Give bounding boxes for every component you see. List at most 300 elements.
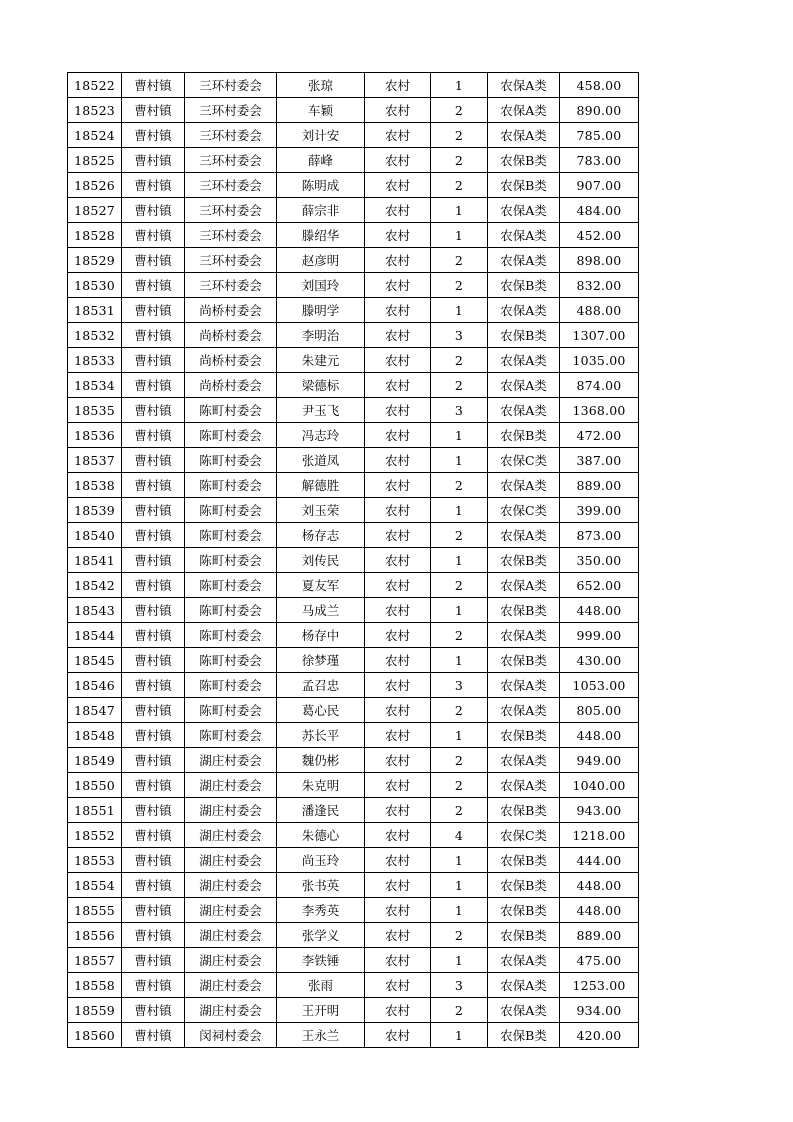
- household-size-cell: 1: [431, 73, 488, 98]
- area-type-cell: 农村: [365, 448, 431, 473]
- insurance-category-cell: 农保B类: [488, 548, 560, 573]
- town-cell: 曹村镇: [122, 548, 185, 573]
- household-size-cell: 3: [431, 323, 488, 348]
- amount-cell: 472.00: [560, 423, 639, 448]
- serial-number-cell: 18542: [68, 573, 122, 598]
- household-size-cell: 2: [431, 98, 488, 123]
- table-row: [68, 848, 639, 873]
- area-type-cell: 农村: [365, 248, 431, 273]
- village-committee-cell: 三环村委会: [185, 148, 277, 173]
- area-type-cell: 农村: [365, 948, 431, 973]
- town-cell: 曹村镇: [122, 798, 185, 823]
- village-committee-cell: 陈町村委会: [185, 648, 277, 673]
- area-type-cell: 农村: [365, 273, 431, 298]
- village-committee-cell: 湖庄村委会: [185, 973, 277, 998]
- household-size-cell: 2: [431, 348, 488, 373]
- person-name-cell: 杨存志: [277, 523, 365, 548]
- area-type-cell: 农村: [365, 998, 431, 1023]
- area-type-cell: 农村: [365, 723, 431, 748]
- person-name-cell: 李明治: [277, 323, 365, 348]
- village-committee-cell: 三环村委会: [185, 123, 277, 148]
- person-name-cell: 尹玉飞: [277, 398, 365, 423]
- serial-number-cell: 18539: [68, 498, 122, 523]
- serial-number-cell: 18549: [68, 748, 122, 773]
- household-size-cell: 2: [431, 623, 488, 648]
- insurance-category-cell: 农保A类: [488, 123, 560, 148]
- serial-number-cell: 18535: [68, 398, 122, 423]
- town-cell: 曹村镇: [122, 523, 185, 548]
- serial-number-cell: 18533: [68, 348, 122, 373]
- area-type-cell: 农村: [365, 898, 431, 923]
- insurance-category-cell: 农保A类: [488, 73, 560, 98]
- village-committee-cell: 陈町村委会: [185, 423, 277, 448]
- table-row: [68, 573, 639, 598]
- table-row: [68, 923, 639, 948]
- serial-number-cell: 18543: [68, 598, 122, 623]
- amount-cell: 832.00: [560, 273, 639, 298]
- insurance-category-cell: 农保B类: [488, 1023, 560, 1048]
- household-size-cell: 1: [431, 948, 488, 973]
- town-cell: 曹村镇: [122, 148, 185, 173]
- serial-number-cell: 18527: [68, 198, 122, 223]
- household-size-cell: 1: [431, 873, 488, 898]
- area-type-cell: 农村: [365, 298, 431, 323]
- table-row: [68, 973, 639, 998]
- area-type-cell: 农村: [365, 198, 431, 223]
- amount-cell: 1368.00: [560, 398, 639, 423]
- serial-number-cell: 18556: [68, 923, 122, 948]
- insurance-category-cell: 农保A类: [488, 473, 560, 498]
- amount-cell: 783.00: [560, 148, 639, 173]
- town-cell: 曹村镇: [122, 473, 185, 498]
- household-size-cell: 2: [431, 173, 488, 198]
- table-row: [68, 823, 639, 848]
- area-type-cell: 农村: [365, 848, 431, 873]
- village-committee-cell: 陈町村委会: [185, 598, 277, 623]
- person-name-cell: 薛峰: [277, 148, 365, 173]
- town-cell: 曹村镇: [122, 573, 185, 598]
- amount-cell: 1253.00: [560, 973, 639, 998]
- town-cell: 曹村镇: [122, 298, 185, 323]
- household-size-cell: 2: [431, 148, 488, 173]
- insurance-category-cell: 农保A类: [488, 198, 560, 223]
- serial-number-cell: 18523: [68, 98, 122, 123]
- town-cell: 曹村镇: [122, 648, 185, 673]
- person-name-cell: 朱建元: [277, 348, 365, 373]
- insurance-category-cell: 农保A类: [488, 623, 560, 648]
- household-size-cell: 2: [431, 748, 488, 773]
- table-row: [68, 498, 639, 523]
- amount-cell: 999.00: [560, 623, 639, 648]
- amount-cell: 1040.00: [560, 773, 639, 798]
- serial-number-cell: 18554: [68, 873, 122, 898]
- person-name-cell: 张道凤: [277, 448, 365, 473]
- person-name-cell: 张书英: [277, 873, 365, 898]
- town-cell: 曹村镇: [122, 123, 185, 148]
- household-size-cell: 2: [431, 998, 488, 1023]
- serial-number-cell: 18532: [68, 323, 122, 348]
- area-type-cell: 农村: [365, 748, 431, 773]
- area-type-cell: 农村: [365, 323, 431, 348]
- person-name-cell: 朱德心: [277, 823, 365, 848]
- table-row: [68, 648, 639, 673]
- table-row: [68, 623, 639, 648]
- table-row: [68, 98, 639, 123]
- amount-cell: 934.00: [560, 998, 639, 1023]
- table-row: [68, 173, 639, 198]
- amount-cell: 448.00: [560, 898, 639, 923]
- serial-number-cell: 18545: [68, 648, 122, 673]
- serial-number-cell: 18552: [68, 823, 122, 848]
- household-size-cell: 2: [431, 273, 488, 298]
- amount-cell: 949.00: [560, 748, 639, 773]
- household-size-cell: 1: [431, 298, 488, 323]
- town-cell: 曹村镇: [122, 873, 185, 898]
- village-committee-cell: 陈町村委会: [185, 623, 277, 648]
- town-cell: 曹村镇: [122, 723, 185, 748]
- town-cell: 曹村镇: [122, 698, 185, 723]
- village-committee-cell: 三环村委会: [185, 198, 277, 223]
- amount-cell: 488.00: [560, 298, 639, 323]
- person-name-cell: 刘国玲: [277, 273, 365, 298]
- insurance-category-cell: 农保B类: [488, 923, 560, 948]
- amount-cell: 448.00: [560, 598, 639, 623]
- amount-cell: 475.00: [560, 948, 639, 973]
- person-name-cell: 张琼: [277, 73, 365, 98]
- village-committee-cell: 三环村委会: [185, 223, 277, 248]
- town-cell: 曹村镇: [122, 198, 185, 223]
- amount-cell: 907.00: [560, 173, 639, 198]
- household-size-cell: 1: [431, 223, 488, 248]
- records-table: [67, 72, 639, 1048]
- serial-number-cell: 18551: [68, 798, 122, 823]
- village-committee-cell: 三环村委会: [185, 98, 277, 123]
- records-table-body: [68, 73, 639, 1048]
- insurance-category-cell: 农保C类: [488, 498, 560, 523]
- table-row: [68, 123, 639, 148]
- table-row: [68, 423, 639, 448]
- amount-cell: 448.00: [560, 873, 639, 898]
- village-committee-cell: 陈町村委会: [185, 698, 277, 723]
- amount-cell: 484.00: [560, 198, 639, 223]
- amount-cell: 350.00: [560, 548, 639, 573]
- serial-number-cell: 18546: [68, 673, 122, 698]
- person-name-cell: 刘传民: [277, 548, 365, 573]
- area-type-cell: 农村: [365, 1023, 431, 1048]
- table-row: [68, 798, 639, 823]
- amount-cell: 1053.00: [560, 673, 639, 698]
- town-cell: 曹村镇: [122, 998, 185, 1023]
- table-row: [68, 373, 639, 398]
- household-size-cell: 2: [431, 123, 488, 148]
- person-name-cell: 马成兰: [277, 598, 365, 623]
- town-cell: 曹村镇: [122, 398, 185, 423]
- serial-number-cell: 18526: [68, 173, 122, 198]
- amount-cell: 1035.00: [560, 348, 639, 373]
- town-cell: 曹村镇: [122, 498, 185, 523]
- insurance-category-cell: 农保A类: [488, 973, 560, 998]
- table-row: [68, 198, 639, 223]
- person-name-cell: 车颖: [277, 98, 365, 123]
- person-name-cell: 苏长平: [277, 723, 365, 748]
- town-cell: 曹村镇: [122, 848, 185, 873]
- table-row: [68, 723, 639, 748]
- village-committee-cell: 三环村委会: [185, 73, 277, 98]
- amount-cell: 943.00: [560, 798, 639, 823]
- person-name-cell: 徐梦瑾: [277, 648, 365, 673]
- table-row: [68, 348, 639, 373]
- amount-cell: 444.00: [560, 848, 639, 873]
- amount-cell: 785.00: [560, 123, 639, 148]
- table-row: [68, 223, 639, 248]
- table-row: [68, 548, 639, 573]
- area-type-cell: 农村: [365, 873, 431, 898]
- household-size-cell: 1: [431, 448, 488, 473]
- table-row: [68, 398, 639, 423]
- area-type-cell: 农村: [365, 923, 431, 948]
- town-cell: 曹村镇: [122, 973, 185, 998]
- serial-number-cell: 18558: [68, 973, 122, 998]
- town-cell: 曹村镇: [122, 223, 185, 248]
- household-size-cell: 1: [431, 198, 488, 223]
- serial-number-cell: 18536: [68, 423, 122, 448]
- amount-cell: 889.00: [560, 473, 639, 498]
- area-type-cell: 农村: [365, 373, 431, 398]
- village-committee-cell: 陈町村委会: [185, 398, 277, 423]
- village-committee-cell: 湖庄村委会: [185, 898, 277, 923]
- amount-cell: 874.00: [560, 373, 639, 398]
- person-name-cell: 解德胜: [277, 473, 365, 498]
- person-name-cell: 冯志玲: [277, 423, 365, 448]
- person-name-cell: 杨存中: [277, 623, 365, 648]
- table-row: [68, 748, 639, 773]
- village-committee-cell: 三环村委会: [185, 248, 277, 273]
- table-row: [68, 948, 639, 973]
- village-committee-cell: 陈町村委会: [185, 498, 277, 523]
- insurance-category-cell: 农保B类: [488, 723, 560, 748]
- insurance-category-cell: 农保B类: [488, 323, 560, 348]
- village-committee-cell: 陈町村委会: [185, 723, 277, 748]
- table-row: [68, 898, 639, 923]
- household-size-cell: 3: [431, 973, 488, 998]
- table-row: [68, 698, 639, 723]
- person-name-cell: 尚玉玲: [277, 848, 365, 873]
- town-cell: 曹村镇: [122, 598, 185, 623]
- person-name-cell: 夏友军: [277, 573, 365, 598]
- household-size-cell: 2: [431, 573, 488, 598]
- table-row: [68, 473, 639, 498]
- town-cell: 曹村镇: [122, 748, 185, 773]
- village-committee-cell: 三环村委会: [185, 173, 277, 198]
- household-size-cell: 1: [431, 498, 488, 523]
- insurance-category-cell: 农保A类: [488, 948, 560, 973]
- table-row: [68, 148, 639, 173]
- household-size-cell: 4: [431, 823, 488, 848]
- serial-number-cell: 18547: [68, 698, 122, 723]
- amount-cell: 890.00: [560, 98, 639, 123]
- table-row: [68, 673, 639, 698]
- serial-number-cell: 18555: [68, 898, 122, 923]
- town-cell: 曹村镇: [122, 948, 185, 973]
- insurance-category-cell: 农保B类: [488, 273, 560, 298]
- serial-number-cell: 18550: [68, 773, 122, 798]
- person-name-cell: 魏仍彬: [277, 748, 365, 773]
- insurance-category-cell: 农保A类: [488, 298, 560, 323]
- village-committee-cell: 尚桥村委会: [185, 298, 277, 323]
- area-type-cell: 农村: [365, 673, 431, 698]
- insurance-category-cell: 农保B类: [488, 173, 560, 198]
- area-type-cell: 农村: [365, 348, 431, 373]
- amount-cell: 1218.00: [560, 823, 639, 848]
- household-size-cell: 1: [431, 723, 488, 748]
- serial-number-cell: 18538: [68, 473, 122, 498]
- household-size-cell: 2: [431, 473, 488, 498]
- town-cell: 曹村镇: [122, 1023, 185, 1048]
- village-committee-cell: 尚桥村委会: [185, 323, 277, 348]
- insurance-category-cell: 农保C类: [488, 823, 560, 848]
- person-name-cell: 孟召忠: [277, 673, 365, 698]
- household-size-cell: 2: [431, 248, 488, 273]
- area-type-cell: 农村: [365, 98, 431, 123]
- amount-cell: 889.00: [560, 923, 639, 948]
- person-name-cell: 葛心民: [277, 698, 365, 723]
- table-row: [68, 273, 639, 298]
- amount-cell: 1307.00: [560, 323, 639, 348]
- village-committee-cell: 湖庄村委会: [185, 798, 277, 823]
- village-committee-cell: 湖庄村委会: [185, 873, 277, 898]
- village-committee-cell: 陈町村委会: [185, 673, 277, 698]
- serial-number-cell: 18524: [68, 123, 122, 148]
- person-name-cell: 陈明成: [277, 173, 365, 198]
- person-name-cell: 张学义: [277, 923, 365, 948]
- table-row: [68, 873, 639, 898]
- area-type-cell: 农村: [365, 73, 431, 98]
- household-size-cell: 2: [431, 698, 488, 723]
- insurance-category-cell: 农保B类: [488, 798, 560, 823]
- household-size-cell: 1: [431, 898, 488, 923]
- serial-number-cell: 18525: [68, 148, 122, 173]
- amount-cell: 873.00: [560, 523, 639, 548]
- serial-number-cell: 18528: [68, 223, 122, 248]
- table-row: [68, 323, 639, 348]
- insurance-category-cell: 农保B类: [488, 898, 560, 923]
- table-row: [68, 523, 639, 548]
- insurance-category-cell: 农保A类: [488, 98, 560, 123]
- insurance-category-cell: 农保A类: [488, 248, 560, 273]
- person-name-cell: 刘玉荣: [277, 498, 365, 523]
- village-committee-cell: 陈町村委会: [185, 573, 277, 598]
- village-committee-cell: 湖庄村委会: [185, 773, 277, 798]
- area-type-cell: 农村: [365, 548, 431, 573]
- area-type-cell: 农村: [365, 498, 431, 523]
- amount-cell: 652.00: [560, 573, 639, 598]
- area-type-cell: 农村: [365, 823, 431, 848]
- amount-cell: 898.00: [560, 248, 639, 273]
- serial-number-cell: 18530: [68, 273, 122, 298]
- serial-number-cell: 18544: [68, 623, 122, 648]
- serial-number-cell: 18529: [68, 248, 122, 273]
- serial-number-cell: 18553: [68, 848, 122, 873]
- area-type-cell: 农村: [365, 973, 431, 998]
- table-row: [68, 248, 639, 273]
- area-type-cell: 农村: [365, 423, 431, 448]
- household-size-cell: 2: [431, 773, 488, 798]
- area-type-cell: 农村: [365, 473, 431, 498]
- insurance-category-cell: 农保A类: [488, 773, 560, 798]
- table-row: [68, 298, 639, 323]
- table-row: [68, 773, 639, 798]
- village-committee-cell: 尚桥村委会: [185, 373, 277, 398]
- serial-number-cell: 18560: [68, 1023, 122, 1048]
- village-committee-cell: 三环村委会: [185, 273, 277, 298]
- town-cell: 曹村镇: [122, 923, 185, 948]
- area-type-cell: 农村: [365, 598, 431, 623]
- town-cell: 曹村镇: [122, 248, 185, 273]
- town-cell: 曹村镇: [122, 623, 185, 648]
- amount-cell: 420.00: [560, 1023, 639, 1048]
- insurance-category-cell: 农保A类: [488, 348, 560, 373]
- household-size-cell: 2: [431, 923, 488, 948]
- insurance-category-cell: 农保A类: [488, 573, 560, 598]
- household-size-cell: 1: [431, 548, 488, 573]
- amount-cell: 430.00: [560, 648, 639, 673]
- village-committee-cell: 陈町村委会: [185, 473, 277, 498]
- person-name-cell: 梁德标: [277, 373, 365, 398]
- insurance-category-cell: 农保A类: [488, 398, 560, 423]
- person-name-cell: 赵彦明: [277, 248, 365, 273]
- town-cell: 曹村镇: [122, 323, 185, 348]
- insurance-category-cell: 农保B类: [488, 873, 560, 898]
- insurance-category-cell: 农保C类: [488, 448, 560, 473]
- area-type-cell: 农村: [365, 798, 431, 823]
- village-committee-cell: 陈町村委会: [185, 448, 277, 473]
- village-committee-cell: 闵祠村委会: [185, 1023, 277, 1048]
- insurance-category-cell: 农保A类: [488, 998, 560, 1023]
- town-cell: 曹村镇: [122, 98, 185, 123]
- household-size-cell: 1: [431, 423, 488, 448]
- amount-cell: 452.00: [560, 223, 639, 248]
- insurance-category-cell: 农保B类: [488, 848, 560, 873]
- area-type-cell: 农村: [365, 523, 431, 548]
- household-size-cell: 1: [431, 648, 488, 673]
- insurance-category-cell: 农保A类: [488, 698, 560, 723]
- town-cell: 曹村镇: [122, 348, 185, 373]
- person-name-cell: 王永兰: [277, 1023, 365, 1048]
- town-cell: 曹村镇: [122, 73, 185, 98]
- serial-number-cell: 18548: [68, 723, 122, 748]
- serial-number-cell: 18534: [68, 373, 122, 398]
- village-committee-cell: 湖庄村委会: [185, 848, 277, 873]
- village-committee-cell: 湖庄村委会: [185, 998, 277, 1023]
- amount-cell: 387.00: [560, 448, 639, 473]
- household-size-cell: 1: [431, 598, 488, 623]
- household-size-cell: 2: [431, 523, 488, 548]
- insurance-category-cell: 农保B类: [488, 423, 560, 448]
- serial-number-cell: 18557: [68, 948, 122, 973]
- town-cell: 曹村镇: [122, 448, 185, 473]
- area-type-cell: 农村: [365, 698, 431, 723]
- area-type-cell: 农村: [365, 173, 431, 198]
- town-cell: 曹村镇: [122, 173, 185, 198]
- insurance-category-cell: 农保B类: [488, 598, 560, 623]
- person-name-cell: 薛宗非: [277, 198, 365, 223]
- household-size-cell: 3: [431, 398, 488, 423]
- household-size-cell: 1: [431, 1023, 488, 1048]
- table-row: [68, 1023, 639, 1048]
- person-name-cell: 李铁锤: [277, 948, 365, 973]
- table-row: [68, 998, 639, 1023]
- household-size-cell: 3: [431, 673, 488, 698]
